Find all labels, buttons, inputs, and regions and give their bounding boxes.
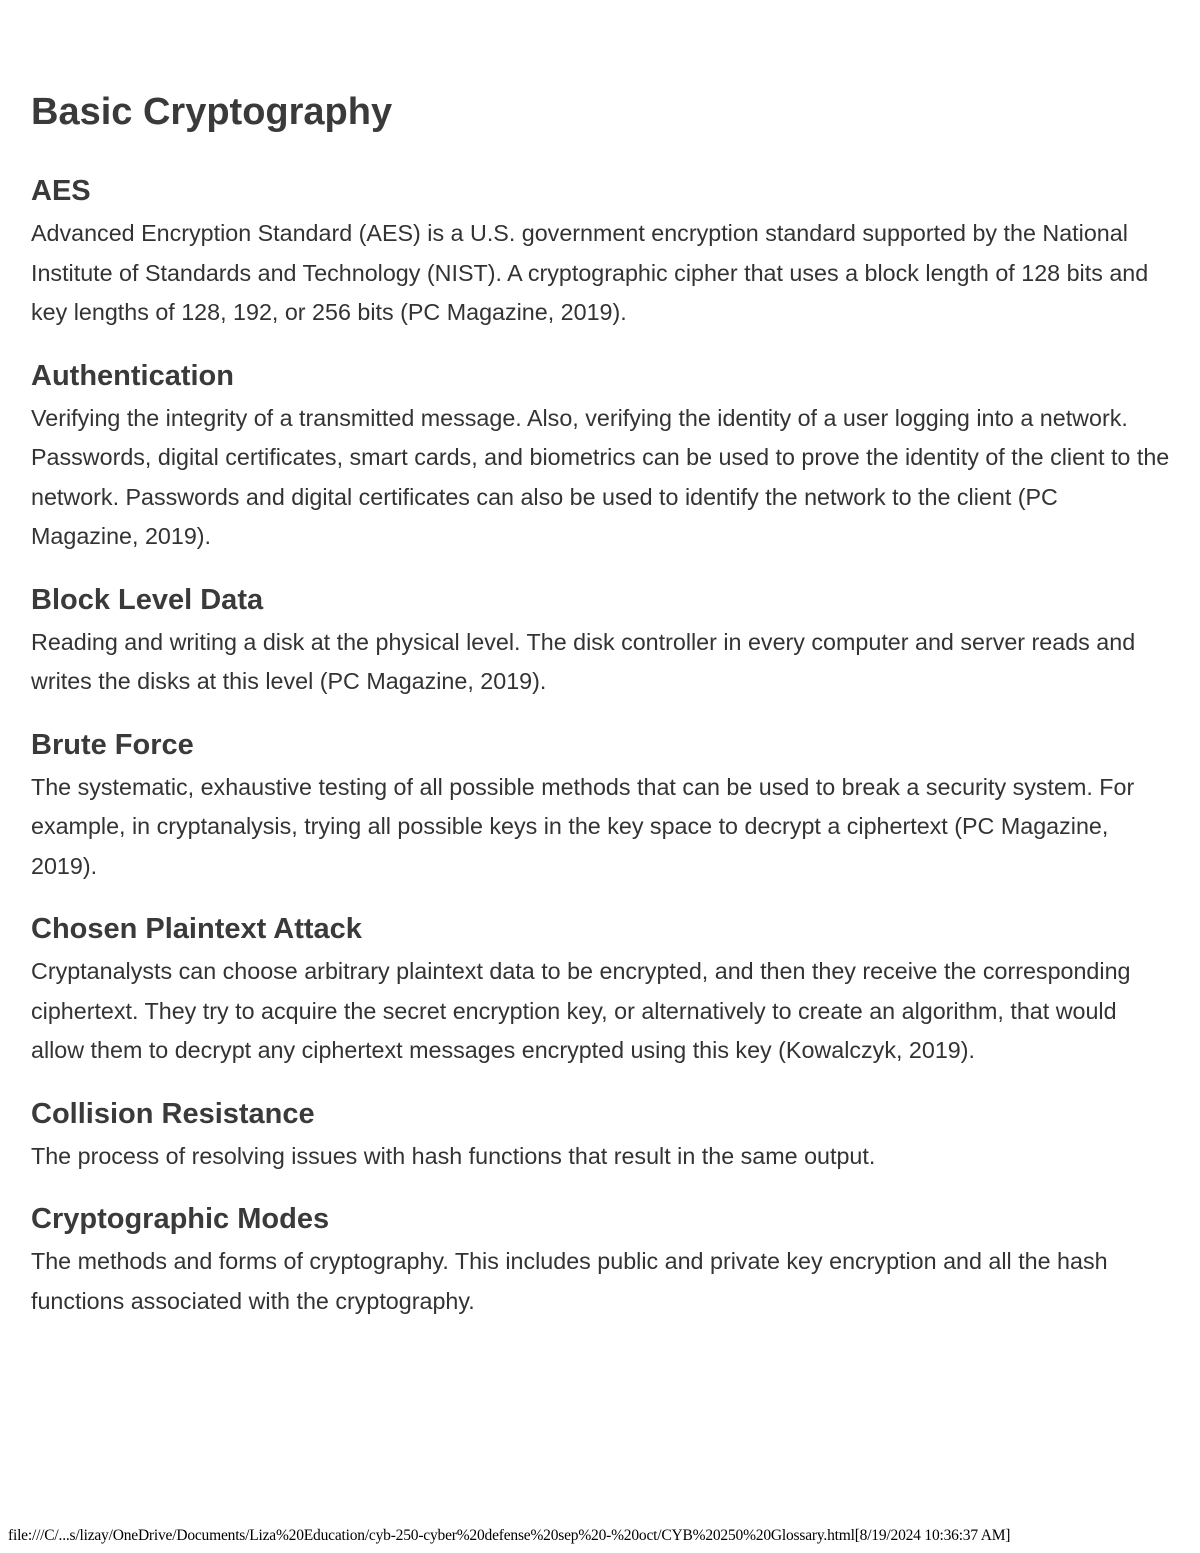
glossary-term: Chosen Plaintext Attack — [31, 913, 362, 945]
glossary-term: Authentication — [31, 359, 234, 392]
glossary-entry-collision-resistance — [31, 1095, 1171, 1177]
glossary-entry-authentication — [31, 357, 1171, 557]
glossary-term: Brute Force — [31, 728, 194, 761]
glossary-definition: Advanced Encryption Standard (AES) is a U.S. government encryption standard supported by the National Institute of Standards and Technology (NIST). A cryptographic cipher that uses a block length of 128 bits and key lengths of 128, 192, or 256 bits (PC Magazine, 2019). — [31, 220, 1149, 325]
document-body — [31, 88, 1171, 1345]
glossary-term: AES — [31, 175, 91, 207]
glossary-term: Cryptographic Modes — [31, 1203, 330, 1235]
glossary-entry-chosen-plaintext-attack — [31, 910, 1171, 1071]
glossary-definition: Cryptanalysts can choose arbitrary plaintext data to be encrypted, and then they receive the corresponding ciphertext. They try to acquire the secret encryption key, or alternatively to create an algorithm, that would allow them to decrypt any ciphertext messages encrypted using this key (Kowalczyk, 2019). — [31, 958, 1131, 1063]
glossary-definition: The methods and forms of cryptography. This includes public and private key encryption and all the hash functions associated with the cryptography. — [31, 1248, 1108, 1314]
glossary-term: Block Level Data — [31, 583, 264, 616]
glossary-definition: The systematic, exhaustive testing of all possible methods that can be used to break a security system. For example, in cryptanalysis, trying all possible keys in the key space to decrypt a ciphertext (PC Magazine, 2019). — [31, 773, 1135, 879]
glossary-entry-aes — [31, 172, 1171, 333]
page-title: Basic Cryptography — [31, 91, 393, 133]
glossary-definition: The process of resolving issues with hash functions that result in the same output. — [31, 1142, 876, 1169]
glossary-definition: Reading and writing a disk at the physical level. The disk controller in every computer and server reads and writes the disks at this level (PC Magazine, 2019). — [31, 628, 1136, 694]
print-footer-url: file:///C/...s/lizay/OneDrive/Documents/Liza%20Education/cyb-250-cyber%20defense%20sep%20-%20oct/CYB%20250%20Glossary.html[8/19/2024 10:36:37 AM] — [8, 1527, 1011, 1544]
glossary-entry-block-level-data — [31, 581, 1171, 702]
glossary-definition: Verifying the integrity of a transmitted message. Also, verifying the identity of a user logging into a network. Passwords, digital certificates, smart cards, and biometrics can be used to prove the identity of the client to the network. Passwords and digital certificates can also be used to identify the network to the client (PC Magazine, 2019). — [31, 404, 1170, 549]
glossary-entry-brute-force — [31, 726, 1171, 887]
glossary-entry-cryptographic-modes — [31, 1200, 1171, 1321]
glossary-term: Collision Resistance — [31, 1097, 315, 1130]
